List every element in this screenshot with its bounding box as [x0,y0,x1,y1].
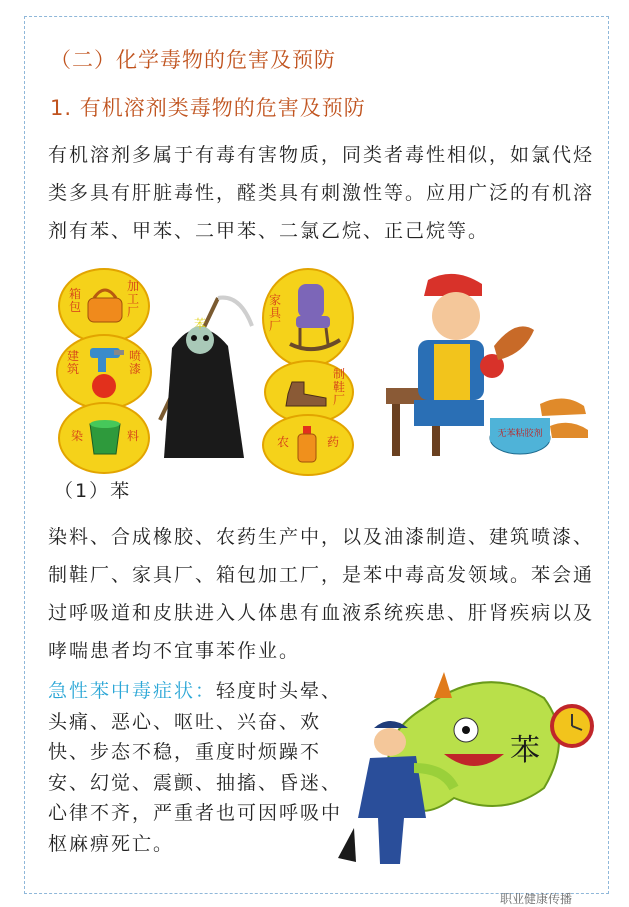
circle-label: 染 [70,429,83,443]
pesticide-bottle-icon [296,426,318,464]
circle-label: 箱包 [68,287,81,314]
rocking-chair-icon [286,280,344,356]
paint-bucket-icon [86,414,124,458]
spray-gun-icon [84,342,128,400]
circle-bag-factory [58,268,150,344]
circle-label: 药 [326,435,339,449]
symptoms-lead: 急性苯中毒症状： [48,680,217,702]
monster-label: 苯 [510,733,540,768]
figure-caption: （1）苯 [54,480,132,502]
benzene-paragraph: 染料、合成橡胶、农药生产中，以及油漆制造、建筑喷漆、制鞋厂、家具厂、箱包加工厂，是苯中毒高发领域。苯会通过呼吸道和皮肤进入人体患有血液系统疾患、肝肾疾病以及哮喘患者均不宜事苯作业。 [48,526,595,662]
benzene-reaper-figure [148,290,260,466]
circle-label: 加工厂 [126,279,139,319]
handbag-icon [84,282,126,326]
circle-label: 家具厂 [268,293,281,333]
intro-paragraph: 有机溶剂多属于有毒有害物质，同类者毒性相似，如氯代烃类多具有肝脏毒性，醛类具有刺激性等。应用广泛的有机溶剂有苯、甲苯、二甲苯、二氯乙烷、正己烷等。 [48,144,595,242]
reaper-label: 苯 [193,317,207,331]
circle-label: 农 [276,435,289,449]
subsection-heading: 1. 有机溶剂类毒物的危害及预防 [50,96,366,120]
circle-dye [58,402,150,474]
circle-label: 建筑 [66,349,79,376]
can-label: 无苯粘胶剂 [497,429,543,439]
circle-pesticide [262,414,354,476]
boot-icon [282,380,330,408]
circle-label: 料 [126,429,139,443]
shoemaker-figure [374,268,598,464]
circle-building-spray [56,334,152,410]
circle-label: 制鞋厂 [332,367,345,407]
circle-label: 喷漆 [128,349,141,376]
watermark: 职业健康传播 [500,892,573,906]
symptoms-body: 轻度时头晕、头痛、恶心、呕吐、兴奋、欢快、步态不稳，重度时烦躁不安、幻觉、震颤、抽搐、昏迷、心律不齐，严重者也可因呼吸中枢麻痹死亡。 [48,680,343,855]
benzene-poisoning-illustration [334,668,598,880]
section-heading: （二）化学毒物的危害及预防 [50,48,336,72]
symptoms-block [48,676,348,859]
circle-furniture-factory [262,268,354,368]
